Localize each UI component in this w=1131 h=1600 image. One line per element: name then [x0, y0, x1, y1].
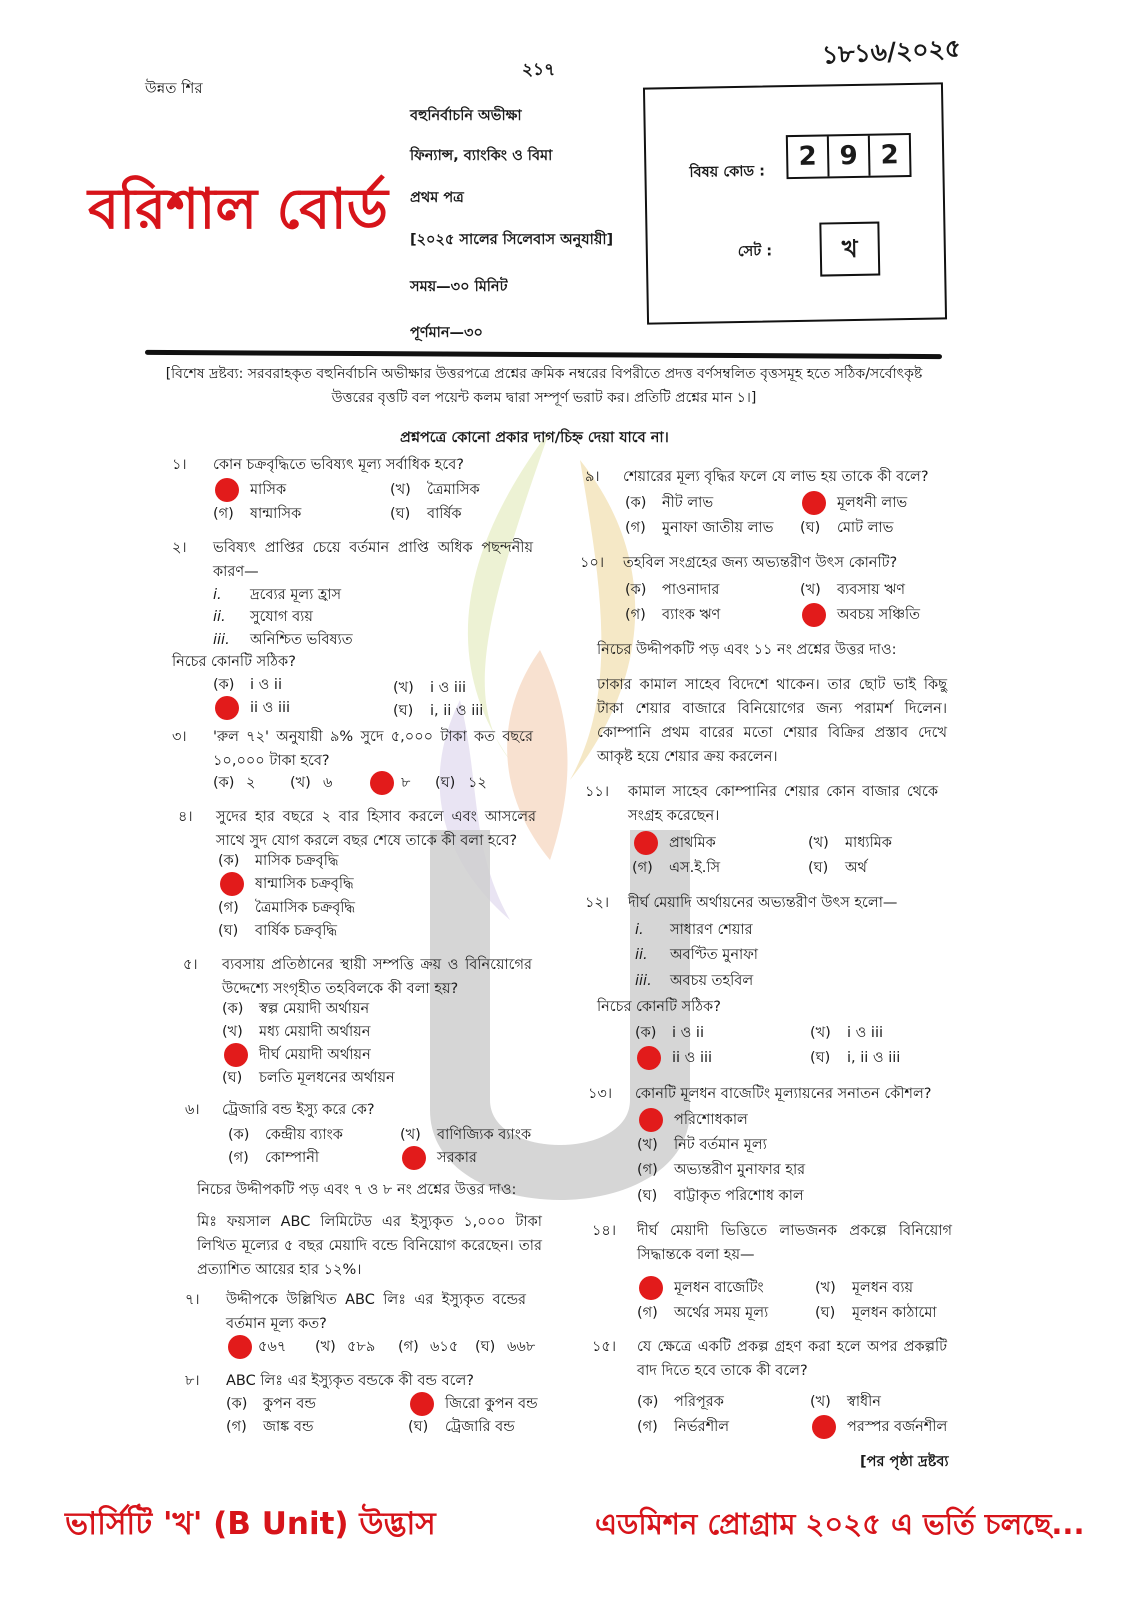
option-text[interactable]: ব্যাংক ঋণ: [662, 607, 721, 623]
option-text[interactable]: কোম্পানী: [265, 1150, 320, 1166]
option-label[interactable]: (গ): [398, 1339, 419, 1355]
option-label[interactable]: (গ): [218, 900, 239, 916]
option-label[interactable]: (ক): [213, 677, 235, 693]
option-text[interactable]: i, ii ও iii: [847, 1050, 901, 1066]
question-text: তহবিল সংগ্রহের জন্য অভ্যন্তরীণ উৎস কোনটি?: [623, 555, 898, 571]
option-text[interactable]: মুনাফা জাতীয় লাভ: [662, 520, 774, 536]
exam-time: সময়—৩০ মিনিট: [410, 279, 508, 295]
option-text[interactable]: ii ও iii: [672, 1050, 713, 1066]
option-label[interactable]: (ঘ): [222, 1070, 243, 1086]
answer-filled-circle-icon[interactable]: [215, 478, 239, 502]
answer-filled-circle-icon[interactable]: [637, 1046, 661, 1070]
option-text[interactable]: কেন্দ্রীয় ব্যাংক: [265, 1127, 343, 1143]
option-label[interactable]: (ঘ): [390, 506, 411, 522]
question-number: ৮।: [185, 1373, 200, 1389]
footer-right-banner: এডমিশন প্রোগ্রাম ২০২৫ এ ভর্তি চলছে...: [595, 1507, 1085, 1541]
option-label[interactable]: (ক): [635, 1025, 657, 1041]
question-number: ১৫।: [592, 1339, 617, 1355]
subject-name: ফিন্যান্স, ব্যাংকিং ও বিমা: [410, 148, 553, 164]
option-text[interactable]: পরিপূরক: [674, 1394, 724, 1410]
question-instruction: নিচের কোনটি সঠিক?: [597, 999, 721, 1015]
answer-filled-circle-icon[interactable]: [410, 1392, 434, 1416]
subject-code-label: বিষয় কোড :: [689, 163, 766, 181]
option-text[interactable]: পরিশোধকাল: [674, 1112, 748, 1128]
option-text[interactable]: ৫৮৯: [347, 1339, 376, 1355]
statement-text: সুযোগ ব্যয়: [250, 609, 313, 625]
question-number: ১২।: [585, 895, 610, 911]
option-label[interactable]: (গ): [637, 1419, 658, 1435]
full-marks: পূর্ণমান—৩০: [410, 325, 483, 341]
question-text: যে ক্ষেত্রে একটি প্রকল্প গ্রহণ করা হলে অপর প্রকল্পটি বাদ দিতে হবে তাকে কী বলে?: [637, 1339, 947, 1379]
question-text: উদ্দীপকে উল্লিখিত ABC লিঃ এর ইস্যুকৃত বন্ডের বর্তমান মূল্য কত?: [226, 1292, 526, 1332]
option-text[interactable]: নিট বর্তমান মূল্য: [674, 1137, 767, 1153]
option-text[interactable]: মাধ্যমিক: [845, 835, 892, 851]
option-label[interactable]: (খ): [810, 1394, 831, 1410]
option-text[interactable]: বার্ষিক চক্রবৃদ্ধি: [255, 923, 337, 939]
answer-filled-circle-icon[interactable]: [634, 831, 658, 855]
question-number: ১।: [172, 457, 187, 473]
question-number: ২।: [172, 540, 187, 556]
option-text[interactable]: ৮: [401, 775, 411, 791]
option-label[interactable]: (খ): [222, 1024, 243, 1040]
option-text[interactable]: মূলধন কাঠামো: [852, 1305, 937, 1321]
option-text[interactable]: বাণিজ্যিক ব্যাংক: [437, 1127, 532, 1143]
option-text[interactable]: মোট লাভ: [837, 520, 894, 536]
option-label[interactable]: (খ): [815, 1280, 836, 1296]
option-label[interactable]: (ঘ): [810, 1050, 831, 1066]
answer-filled-circle-icon[interactable]: [215, 696, 239, 720]
question-number: ৭।: [185, 1292, 200, 1308]
statement-text: দ্রব্যের মূল্য হ্রাস: [250, 587, 342, 603]
answer-filled-circle-icon[interactable]: [370, 771, 394, 795]
question-text: শেয়ারের মূল্য বৃদ্ধির ফলে যে লাভ হয় তাকে কী বলে?: [623, 469, 929, 485]
no-marking-warning: প্রশ্নপত্রে কোনো প্রকার দাগ/চিহ্ন দেয়া যাবে না।: [400, 430, 669, 446]
answer-filled-circle-icon[interactable]: [639, 1276, 663, 1300]
statement-numeral: i.: [213, 587, 222, 603]
option-text[interactable]: ৬: [323, 775, 333, 791]
answer-filled-circle-icon[interactable]: [802, 491, 826, 515]
answer-filled-circle-icon[interactable]: [639, 1108, 663, 1132]
option-label[interactable]: (ঘ): [800, 520, 821, 536]
option-text[interactable]: বার্ষিক: [427, 506, 462, 522]
option-label[interactable]: (খ): [390, 482, 411, 498]
question-text: দীর্ঘ মেয়াদী ভিত্তিতে লাভজনক প্রকল্পে বিনিয়োগ সিদ্ধান্তকে বলা হয়—: [637, 1223, 952, 1263]
question-text: 'রুল ৭২' অনুযায়ী ৯% সুদে ৫,০০০ টাকা কত বছরে ১০,০০০ টাকা হবে?: [213, 729, 533, 769]
stimulus-heading: নিচের উদ্দীপকটি পড় এবং ৭ ও ৮ নং প্রশ্নের উত্তর দাও:: [197, 1182, 517, 1198]
statement-numeral: ii.: [213, 609, 226, 625]
option-label[interactable]: (গ): [213, 506, 234, 522]
option-label[interactable]: (খ): [800, 582, 821, 598]
statement-numeral: iii.: [213, 632, 230, 648]
option-label[interactable]: (খ): [810, 1025, 831, 1041]
stimulus-heading: নিচের উদ্দীপকটি পড় এবং ১১ নং প্রশ্নের উত্তর দাও:: [597, 642, 897, 658]
question-number: ৩।: [172, 729, 187, 745]
syllabus-note: [২০২৫ সালের সিলেবাস অনুযায়ী]: [410, 232, 614, 248]
answer-filled-circle-icon[interactable]: [402, 1146, 426, 1170]
option-text[interactable]: অর্থের সময় মূল্য: [674, 1305, 769, 1321]
answer-filled-circle-icon[interactable]: [812, 1415, 836, 1439]
question-text: ট্রেজারি বন্ড ইস্যু করে কে?: [222, 1102, 375, 1118]
option-label[interactable]: (ক): [213, 775, 235, 791]
stimulus-passage: মিঃ ফয়সাল ABC লিমিটেড এর ইস্যুকৃত ১,০০০ টাকা লিখিত মূল্যের ৫ বছর মেয়াদি বন্ডে বিনিয়োগ করেছেন। তার প্রত্যাশিত আয়ের হার ১২%।: [197, 1214, 542, 1278]
option-label[interactable]: (গ): [632, 860, 653, 876]
option-label[interactable]: (খ): [808, 835, 829, 851]
option-text[interactable]: সরকার: [437, 1150, 477, 1166]
instructions-notice: [বিশেষ দ্রষ্টব্য: সরবরাহকৃত বহুনির্বাচনি অভীক্ষার উত্তরপত্রে প্রশ্নের ক্রমিক নম্বরের বিপরীতে প্রদত্ত বর্ণসম্বলিত বৃত্তসমূহ হতে সঠিক/সর্বোৎকৃষ্ট উত্তরের বৃত্তটি বল পয়েন্ট কলম দ্বারা সম্পূর্ণ ভরাট কর। প্রতিটি প্রশ্নের মান ১।]: [165, 366, 923, 406]
statement-numeral: i.: [635, 922, 644, 938]
option-label[interactable]: (ক): [222, 1001, 244, 1017]
question-number: ১১।: [585, 784, 610, 800]
statement-numeral: ii.: [635, 947, 648, 963]
option-text[interactable]: ৬১৫: [430, 1339, 459, 1355]
exam-code: ১৮১৬/২০২৫: [821, 33, 962, 70]
option-text[interactable]: পরস্পর বর্জনশীল: [847, 1419, 948, 1435]
option-text[interactable]: ৬৬৮: [507, 1339, 536, 1355]
option-label[interactable]: (ক): [637, 1394, 659, 1410]
page-number: ২১৭: [522, 60, 556, 80]
option-text[interactable]: অভ্যন্তরীণ মুনাফার হার: [674, 1162, 806, 1178]
option-text[interactable]: i ও ii: [250, 677, 282, 693]
subject-code-digit: 2: [788, 136, 830, 177]
set-value: খ: [819, 222, 880, 277]
statement-numeral: iii.: [635, 973, 652, 989]
question-text: ভবিষ্যৎ প্রাপ্তির চেয়ে বর্তমান প্রাপ্তি অধিক পছন্দনীয় কারণ—: [213, 540, 533, 580]
statement-text: অবচয় তহবিল: [670, 973, 754, 989]
stimulus-passage: ঢাকার কামাল সাহেব বিদেশে থাকেন। তার ছোট ভাই কিছু টাকা শেয়ার বাজারে বিনিয়োগের জন্য পরামর্শ দিলেন। কোম্পানি প্রথম বারের মতো শেয়ার বিক্রির প্রস্তাব দেখে আকৃষ্ট হয়ে শেয়ার ক্রয় করলেন।: [597, 677, 947, 765]
option-text[interactable]: নীট লাভ: [662, 495, 714, 511]
answer-filled-circle-icon[interactable]: [220, 872, 244, 896]
option-text[interactable]: মাসিক: [250, 482, 287, 498]
option-text[interactable]: i ও ii: [672, 1025, 704, 1041]
option-text[interactable]: ষান্মাসিক চক্রবৃদ্ধি: [255, 876, 354, 892]
question-text: ABC লিঃ এর ইস্যুকৃত বন্ডকে কী বন্ড বলে?: [226, 1373, 474, 1389]
question-number: ৯।: [585, 469, 600, 485]
option-text[interactable]: i ও iii: [430, 680, 467, 696]
option-label[interactable]: (গ): [226, 1419, 247, 1435]
option-text[interactable]: অর্থ: [845, 860, 867, 876]
option-label[interactable]: (খ): [400, 1127, 421, 1143]
option-text[interactable]: প্রাথমিক: [669, 835, 716, 851]
option-text[interactable]: ট্রেজারি বন্ড: [445, 1419, 515, 1435]
option-label[interactable]: (ঘ): [808, 860, 829, 876]
option-label[interactable]: (ঘ): [218, 923, 239, 939]
option-label[interactable]: (খ): [290, 775, 311, 791]
option-label[interactable]: (খ): [315, 1339, 336, 1355]
subject-code-boxes: [786, 133, 912, 179]
statement-text: সাধারণ শেয়ার: [670, 922, 753, 938]
option-label[interactable]: (ঘ): [393, 703, 414, 719]
option-label[interactable]: (ঘ): [408, 1419, 429, 1435]
option-label[interactable]: (ঘ): [435, 775, 456, 791]
option-text[interactable]: জাঙ্ক বন্ড: [263, 1419, 314, 1435]
option-text[interactable]: মূলধন ব্যয়: [852, 1280, 914, 1296]
question-text: ব্যবসায় প্রতিষ্ঠানের স্থায়ী সম্পত্তি ক্রয় ও বিনিয়োগের উদ্দেশ্যে সংগৃহীত তহবিলকে কী বলা হয়?: [222, 957, 532, 997]
option-label[interactable]: (ঘ): [475, 1339, 496, 1355]
option-text[interactable]: বাট্টাকৃত পরিশোধ কাল: [674, 1188, 804, 1204]
question-number: ১৩।: [588, 1086, 613, 1102]
board-title: বরিশাল বোর্ড: [88, 177, 388, 242]
option-text[interactable]: ৫৬৭: [258, 1339, 287, 1355]
option-label[interactable]: (গ): [637, 1305, 658, 1321]
statement-text: অবণ্টিত মুনাফা: [670, 947, 759, 963]
option-text[interactable]: ii ও iii: [250, 700, 291, 716]
option-text[interactable]: নির্ভরশীল: [674, 1419, 730, 1435]
option-text[interactable]: পাওনাদার: [662, 582, 720, 598]
exam-type: বহুনির্বাচনি অভীক্ষা: [410, 108, 522, 124]
question-text: কোন চক্রবৃদ্ধিতে ভবিষ্যৎ মূল্য সর্বাধিক হবে?: [213, 457, 464, 473]
option-text[interactable]: চলতি মূলধনের অর্থায়ন: [259, 1070, 395, 1086]
option-label[interactable]: (গ): [228, 1150, 249, 1166]
option-label[interactable]: (খ): [393, 680, 414, 696]
option-text[interactable]: দীর্ঘ মেয়াদী অর্থায়ন: [259, 1047, 371, 1063]
option-text[interactable]: মূলধনী লাভ: [837, 495, 908, 511]
header-divider: [145, 350, 942, 359]
option-text[interactable]: ব্যবসায় ঋণ: [837, 582, 906, 598]
subject-code-digit: 9: [829, 136, 871, 177]
option-text[interactable]: জিরো কুপন বন্ড: [445, 1396, 538, 1412]
option-text[interactable]: মাসিক চক্রবৃদ্ধি: [255, 853, 339, 869]
paper-name: প্রথম পত্র: [410, 190, 464, 206]
option-label[interactable]: (ক): [228, 1127, 250, 1143]
option-text[interactable]: ত্রৈমাসিক চক্রবৃদ্ধি: [255, 900, 356, 916]
answer-filled-circle-icon[interactable]: [802, 603, 826, 627]
question-instruction: নিচের কোনটি সঠিক?: [172, 654, 296, 670]
option-text[interactable]: ষান্মাসিক: [250, 506, 302, 522]
option-text[interactable]: ত্রৈমাসিক: [427, 482, 480, 498]
top-left-label: উন্নত শির: [145, 79, 203, 97]
question-number: ৬।: [185, 1102, 200, 1118]
question-number: ৫।: [183, 957, 198, 973]
option-text[interactable]: ১২: [468, 775, 487, 791]
option-text[interactable]: ২: [246, 775, 256, 791]
option-label[interactable]: (ঘ): [815, 1305, 836, 1321]
option-text[interactable]: অবচয় সঞ্চিতি: [837, 607, 921, 623]
option-text[interactable]: এস.ই.সি: [669, 860, 721, 876]
option-label[interactable]: (ক): [625, 495, 647, 511]
option-text[interactable]: i, ii ও iii: [430, 703, 484, 719]
question-number: ৪।: [178, 809, 193, 825]
question-number: ১০।: [580, 555, 605, 571]
option-text[interactable]: কুপন বন্ড: [263, 1396, 316, 1412]
question-text: দীর্ঘ মেয়াদি অর্থায়নের অভ্যন্তরীণ উৎস হলো—: [628, 895, 898, 911]
option-label[interactable]: (ঘ): [637, 1188, 658, 1204]
continued-note: [পর পৃষ্ঠা দ্রষ্টব্য: [860, 1454, 949, 1470]
option-label[interactable]: (ক): [226, 1396, 248, 1412]
option-label[interactable]: (ক): [218, 853, 240, 869]
option-text[interactable]: স্বল্প মেয়াদী অর্থায়ন: [259, 1001, 370, 1017]
option-label[interactable]: (গ): [625, 520, 646, 536]
footer-left-banner: ভার্সিটি 'খ' (B Unit) উদ্ভাস: [65, 1506, 436, 1542]
subject-code-digit: 2: [880, 140, 899, 171]
answer-filled-circle-icon[interactable]: [224, 1043, 248, 1067]
option-label[interactable]: (গ): [625, 607, 646, 623]
question-text: কোনটি মূলধন বাজেটিং মূল্যায়নের সনাতন কৌশল?: [635, 1086, 932, 1102]
code-box: [643, 82, 947, 324]
question-number: ১৪।: [592, 1223, 617, 1239]
question-text: সুদের হার বছরে ২ বার হিসাব করলে এবং আসলের সাথে সুদ যোগ করলে বছর শেষে তাকে কী বলা হবে?: [216, 809, 536, 849]
option-label[interactable]: (গ): [637, 1162, 658, 1178]
option-text[interactable]: মূলধন বাজেটিং: [674, 1280, 764, 1296]
option-label[interactable]: (খ): [637, 1137, 658, 1153]
option-text[interactable]: i ও iii: [847, 1025, 884, 1041]
statement-text: অনিশ্চিত ভবিষ্যত: [250, 632, 353, 648]
option-label[interactable]: (ক): [625, 582, 647, 598]
option-text[interactable]: মধ্য মেয়াদী অর্থায়ন: [259, 1024, 371, 1040]
answer-filled-circle-icon[interactable]: [228, 1335, 252, 1359]
set-label: সেট :: [737, 243, 773, 261]
question-text: কামাল সাহেব কোম্পানির শেয়ার কোন বাজার থেকে সংগ্রহ করেছেন।: [628, 784, 938, 824]
option-text[interactable]: স্বাধীন: [847, 1394, 881, 1410]
